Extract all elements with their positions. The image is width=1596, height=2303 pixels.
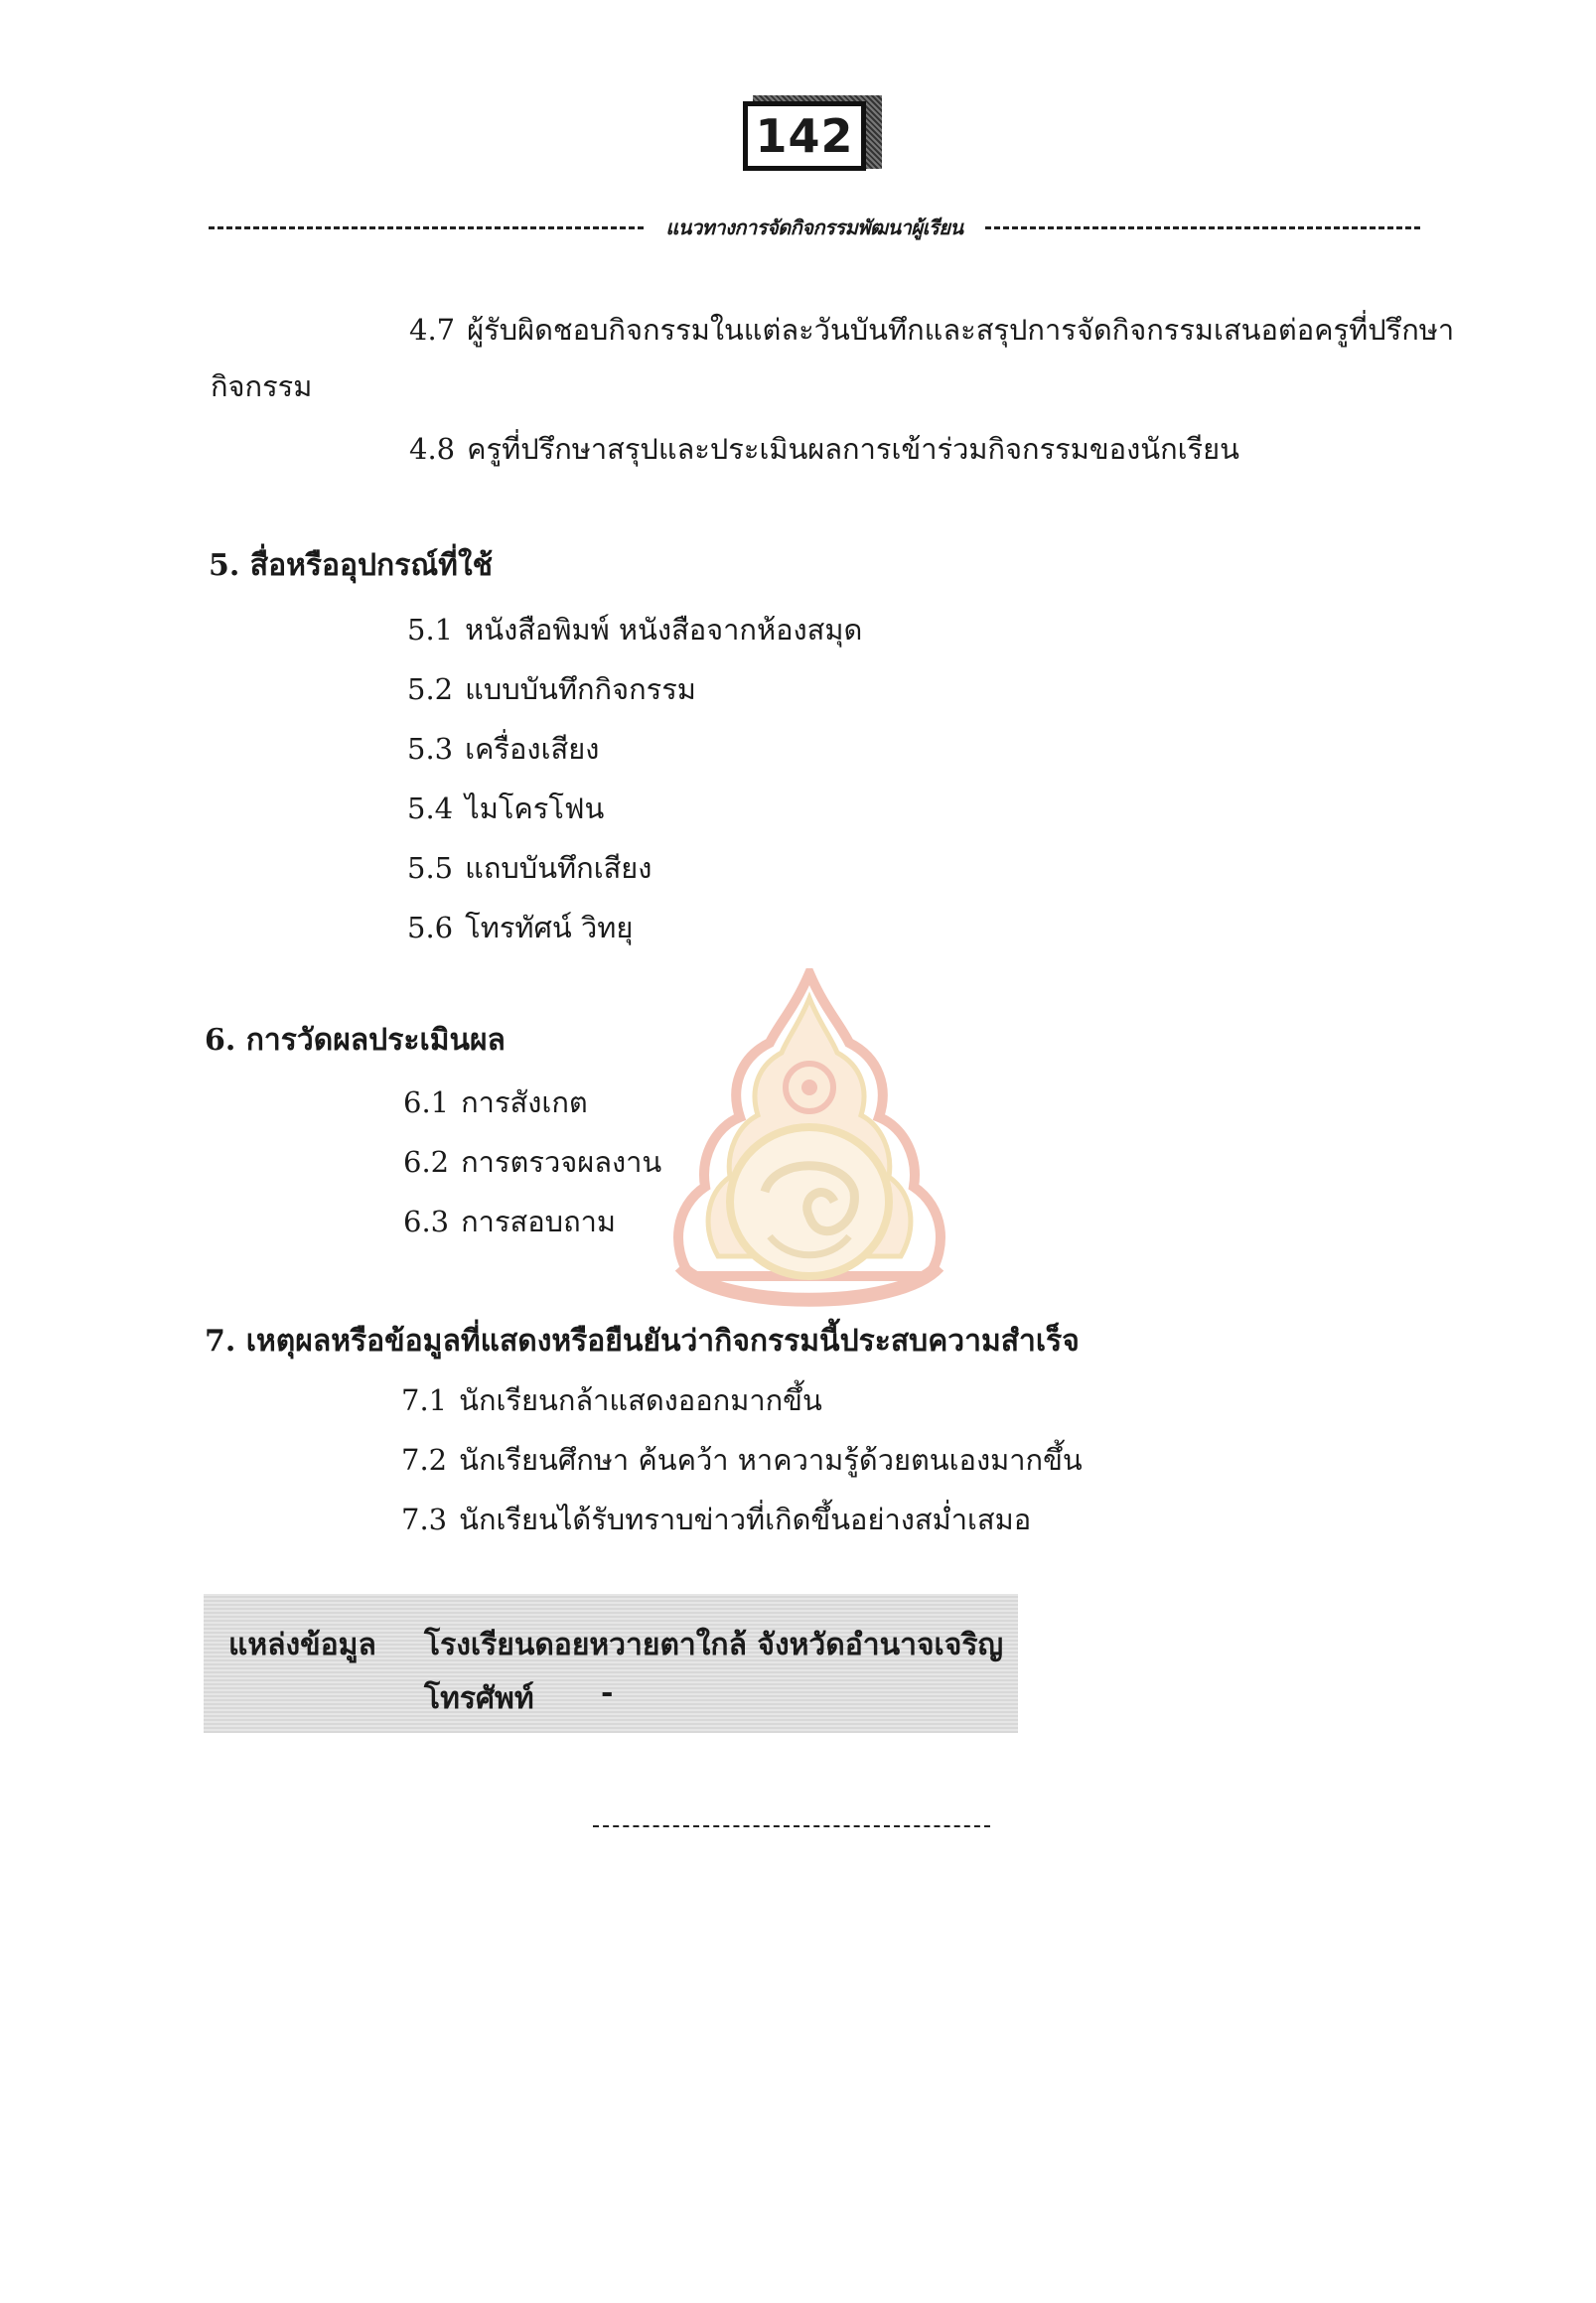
source-value: โรงเรียนดอยหวายตาใกล้ จังหวัดอำนาจเจริญ bbox=[424, 1628, 1004, 1662]
item-number: 7.3 bbox=[401, 1503, 448, 1536]
item-text: นักเรียนศึกษา ค้นคว้า หาความรู้ด้วยตนเองมากขึ้น bbox=[459, 1443, 1083, 1477]
item-number: 5.2 bbox=[407, 672, 454, 706]
section-7-heading: 7. เหตุผลหรือข้อมูลที่แสดงหรือยืนยันว่ากิจกรรมนี้ประสบความสำเร็จ bbox=[205, 1324, 1080, 1359]
list-item bbox=[407, 672, 696, 707]
list-item bbox=[401, 1503, 1031, 1537]
item-number: 5.6 bbox=[407, 911, 454, 944]
end-divider bbox=[593, 1825, 990, 1827]
item-4-7-continuation: กิจกรรม bbox=[211, 369, 313, 403]
header-dash-right bbox=[985, 226, 1420, 229]
list-item bbox=[403, 1145, 661, 1180]
source-info-box bbox=[204, 1594, 1018, 1733]
phone-label: โทรศัพท์ bbox=[424, 1681, 534, 1716]
item-text: ครูที่ปรึกษาสรุปและประเมินผลการเข้าร่วมกิจกรรมของนักเรียน bbox=[467, 432, 1239, 466]
list-item bbox=[407, 613, 862, 648]
item-number: 6.1 bbox=[403, 1085, 450, 1119]
item-number: 4.8 bbox=[409, 432, 456, 466]
list-item bbox=[407, 911, 633, 945]
item-number: 6.2 bbox=[403, 1145, 450, 1179]
source-label: แหล่งข้อมูล bbox=[228, 1628, 376, 1662]
header-title: แนวทางการจัดกิจกรรมพัฒนาผู้เรียน bbox=[665, 216, 963, 239]
list-item bbox=[407, 851, 652, 886]
item-text: แถบบันทึกเสียง bbox=[465, 851, 653, 885]
item-text: ไมโครโฟน bbox=[465, 792, 605, 825]
header-dash-left bbox=[209, 226, 644, 229]
item-number: 5.4 bbox=[407, 792, 454, 825]
item-text: การสังเกต bbox=[461, 1085, 588, 1119]
list-item bbox=[401, 1383, 822, 1418]
phone-value: - bbox=[601, 1675, 614, 1710]
item-text: การสอบถาม bbox=[461, 1205, 617, 1238]
list-item bbox=[407, 792, 604, 826]
item-number: 7.2 bbox=[401, 1443, 448, 1477]
list-item bbox=[403, 1085, 588, 1120]
list-item bbox=[403, 1205, 616, 1239]
section-6-heading: 6. การวัดผลประเมินผล bbox=[205, 1023, 506, 1058]
page-number: 142 bbox=[743, 101, 866, 171]
item-4-8 bbox=[409, 432, 1239, 467]
item-text: นักเรียนได้รับทราบข่าวที่เกิดขึ้นอย่างสม่ำเสมอ bbox=[459, 1503, 1032, 1536]
item-4-7 bbox=[409, 313, 1454, 348]
running-header bbox=[209, 213, 1420, 242]
item-text: โทรทัศน์ วิทยุ bbox=[465, 911, 634, 944]
section-5-heading: 5. สื่อหรืออุปกรณ์ที่ใช้ bbox=[209, 548, 493, 583]
item-text: ผู้รับผิดชอบกิจกรรมในแต่ละวันบันทึกและสรุปการจัดกิจกรรมเสนอต่อครูที่ปรึกษา bbox=[467, 313, 1455, 347]
list-item bbox=[407, 732, 599, 767]
list-item bbox=[401, 1443, 1083, 1478]
item-number: 7.1 bbox=[401, 1383, 448, 1417]
item-text: นักเรียนกล้าแสดงออกมากขึ้น bbox=[459, 1383, 822, 1417]
page-number-badge bbox=[743, 95, 872, 171]
emblem-watermark-icon bbox=[660, 968, 958, 1321]
item-number: 6.3 bbox=[403, 1205, 450, 1238]
item-text: หนังสือพิมพ์ หนังสือจากห้องสมุด bbox=[465, 613, 863, 647]
item-number: 5.3 bbox=[407, 732, 454, 766]
item-number: 4.7 bbox=[409, 313, 456, 347]
item-text: การตรวจผลงาน bbox=[461, 1145, 662, 1179]
item-number: 5.1 bbox=[407, 613, 454, 647]
item-number: 5.5 bbox=[407, 851, 454, 885]
item-text: แบบบันทึกกิจกรรม bbox=[465, 672, 696, 706]
item-text: เครื่องเสียง bbox=[465, 732, 600, 766]
